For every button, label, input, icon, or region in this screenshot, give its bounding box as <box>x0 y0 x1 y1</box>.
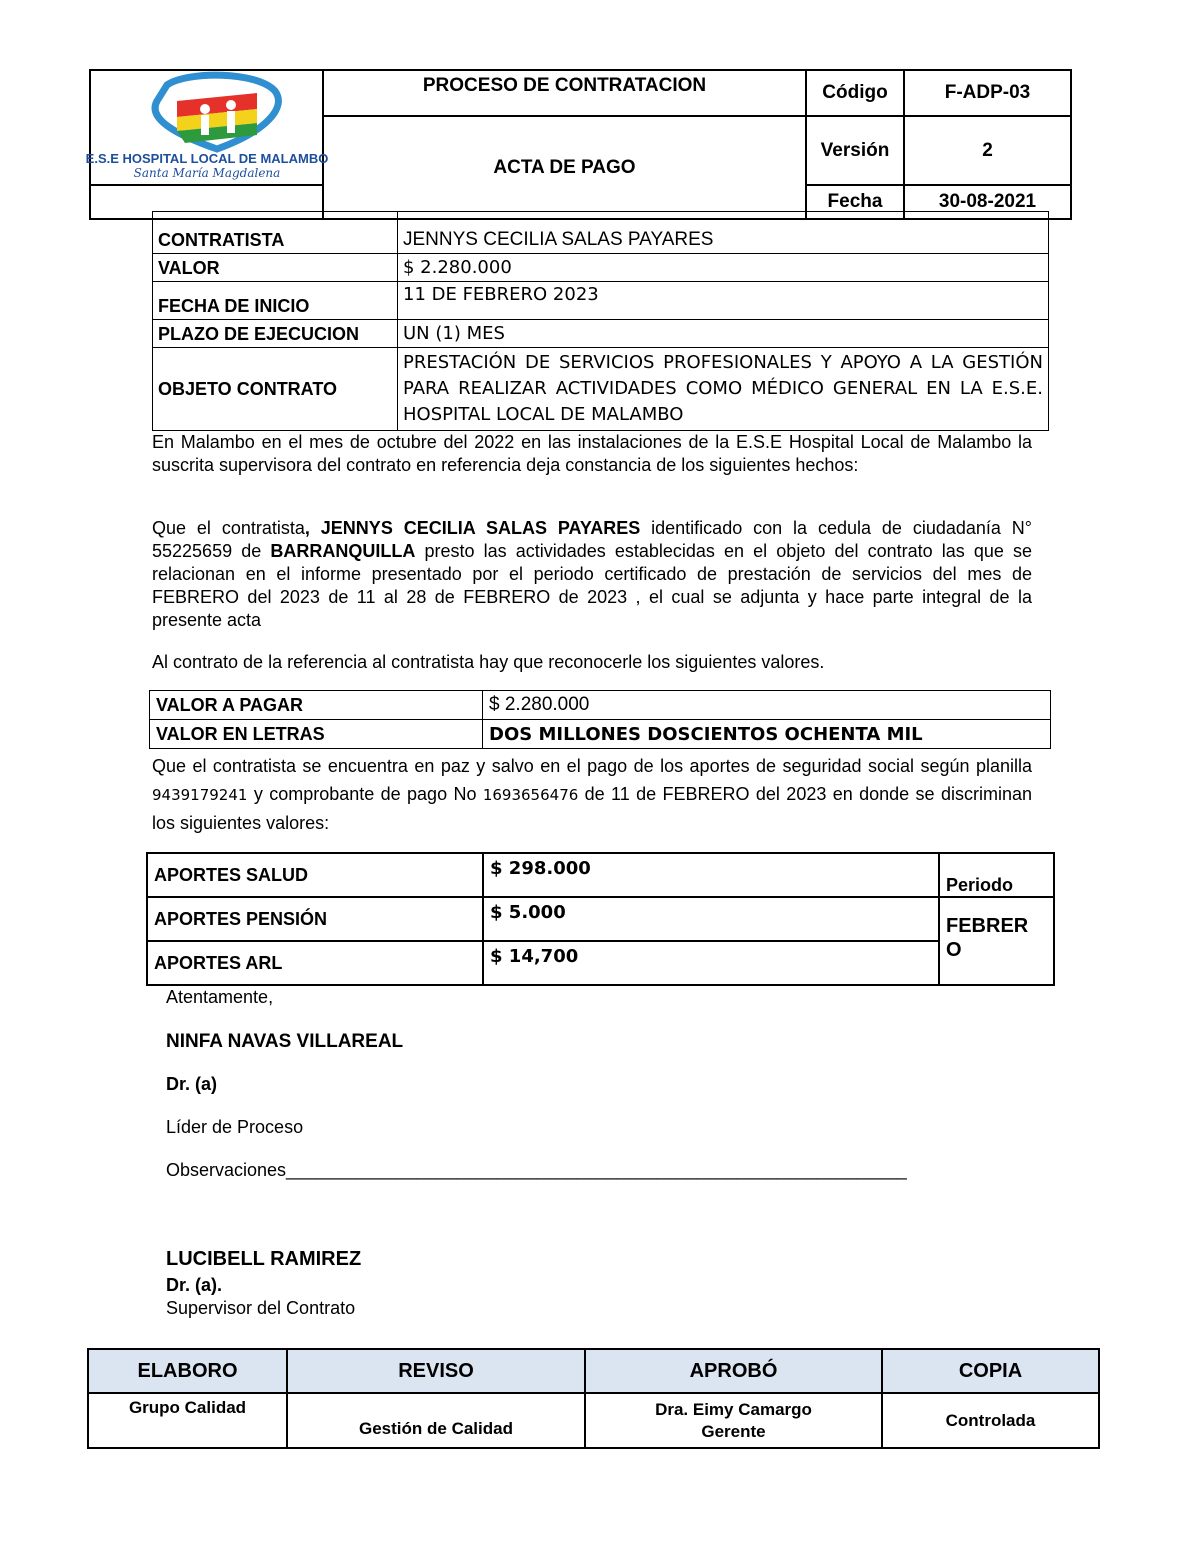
pension-label: APORTES PENSIÓN <box>147 897 483 941</box>
hospital-logo-cell <box>85 70 328 185</box>
contractor-name: , JENNYS CECILIA SALAS PAYARES <box>304 518 641 538</box>
supervisor-role: Supervisor del Contrato <box>166 1298 356 1318</box>
leader-title: Dr. (a) <box>166 1074 218 1094</box>
version-value: 2 <box>982 139 993 161</box>
comprobante-number: 1693656476 <box>482 786 579 804</box>
term-label: PLAZO DE EJECUCION <box>153 320 398 348</box>
value-value: $ 2.280.000 <box>398 254 1049 282</box>
contractor-value: JENNYS CECILIA SALAS PAYARES <box>398 212 1049 254</box>
pay-label: VALOR A PAGAR <box>150 691 483 720</box>
footer-copia-value: Controlada <box>882 1393 1099 1448</box>
leader-role: Líder de Proceso <box>166 1117 304 1137</box>
period-value: FEBRERO <box>939 897 1054 985</box>
contractor-city: BARRANQUILLA <box>270 541 416 561</box>
contract-info-table <box>152 211 1049 431</box>
start-date-value: 11 DE FEBRERO 2023 <box>398 282 1049 320</box>
leader-name: NINFA NAVAS VILLAREAL <box>166 1031 404 1052</box>
observations-line: Observaciones______________________________________________________________ <box>166 1160 907 1180</box>
hospital-logo-icon <box>85 71 328 180</box>
logo-line2: Santa María Magdalena <box>133 166 280 180</box>
code-value: F-ADP-03 <box>944 82 1031 103</box>
pay-value: $ 2.280.000 <box>483 691 1051 720</box>
object-label: OBJETO CONTRATO <box>153 348 398 431</box>
arl-value: $ 14,700 <box>483 941 939 985</box>
paragraph-contractor: Que el contratista, JENNYS CECILIA SALAS PAYARES identificado con la cedula de ciudadanía N° 55225659 de BARRANQUILLA presto las actividades establecidas en el objeto del contrato las que se relacionan en el informe presentado por el periodo certificado de prestación de servicios del mes de FEBRERO del 2023 de 11 al 28 de FEBRERO de 2023 , el cual se adjunta y hace parte integral de la presente acta <box>152 518 1033 630</box>
object-value: PRESTACIÓN DE SERVICIOS PROFESIONALES Y APOYO A LA GESTIÓN PARA REALIZAR ACTIVIDADES COMO MÉDICO GENERAL EN LA E.S.E. HOSPITAL LOCAL DE MALAMBO <box>398 348 1049 431</box>
paragraph-social-security: Que el contratista se encuentra en paz y salvo en el pago de los aportes de seguridad social según planilla 9439179241 y comprobante de pago No 1693656476 de 11 de FEBRERO del 2023 en donde se discriminan los siguientes valores: <box>152 756 1032 833</box>
footer-aprobo-header: APROBÓ <box>689 1359 778 1382</box>
logo-line1: E.S.E HOSPITAL LOCAL DE MALAMBO <box>85 151 328 166</box>
version-label: Versión <box>820 139 890 161</box>
approver-role: Gerente <box>701 1421 766 1441</box>
date-value: 30-08-2021 <box>938 191 1037 212</box>
doc-title: ACTA DE PAGO <box>493 156 636 178</box>
value-label: VALOR <box>153 254 398 282</box>
footer-copia-header: COPIA <box>958 1359 1023 1382</box>
letters-label: VALOR EN LETRAS <box>150 720 483 749</box>
footer-aprobo-value <box>585 1393 882 1448</box>
start-date-label: FECHA DE INICIO <box>153 282 398 320</box>
payment-table <box>149 690 1051 749</box>
footer-elaboro-header: ELABORO <box>137 1359 238 1382</box>
supervisor-title: Dr. (a). <box>166 1275 223 1295</box>
date-label: Fecha <box>827 191 883 212</box>
process-title: PROCESO DE CONTRATACION <box>422 75 707 96</box>
salud-label: APORTES SALUD <box>147 853 483 897</box>
paragraph-values: Al contrato de la referencia al contratista hay que reconocerle los siguientes valores. <box>152 652 825 672</box>
planilla-number: 9439179241 <box>152 786 248 804</box>
contributions-table <box>146 852 1055 986</box>
period-label: Periodo <box>939 853 1054 897</box>
approval-footer-table <box>87 1348 1100 1449</box>
pension-value: $ 5.000 <box>483 897 939 941</box>
supervisor-name: LUCIBELL RAMIREZ <box>166 1248 362 1270</box>
approver-name: Dra. Eimy Camargo <box>655 1399 812 1419</box>
footer-elaboro-value: Grupo Calidad <box>88 1393 287 1448</box>
footer-reviso-value: Gestión de Calidad <box>287 1393 585 1448</box>
salud-value: $ 298.000 <box>483 853 939 897</box>
letters-value: DOS MILLONES DOSCIENTOS OCHENTA MIL <box>483 720 1051 749</box>
contractor-label: CONTRATISTA <box>153 212 398 254</box>
term-value: UN (1) MES <box>398 320 1049 348</box>
document-header <box>85 69 1072 220</box>
footer-reviso-header: REVISO <box>398 1359 474 1382</box>
paragraph-intro: En Malambo en el mes de octubre del 2022 en las instalaciones de la E.S.E Hospital Local de Malambo la suscrita supervisora del contrato en referencia deja constancia de los siguientes hechos: <box>152 432 1032 475</box>
closing-text: Atentamente, <box>166 987 274 1007</box>
arl-label: APORTES ARL <box>147 941 483 985</box>
code-label: Código <box>822 82 888 103</box>
